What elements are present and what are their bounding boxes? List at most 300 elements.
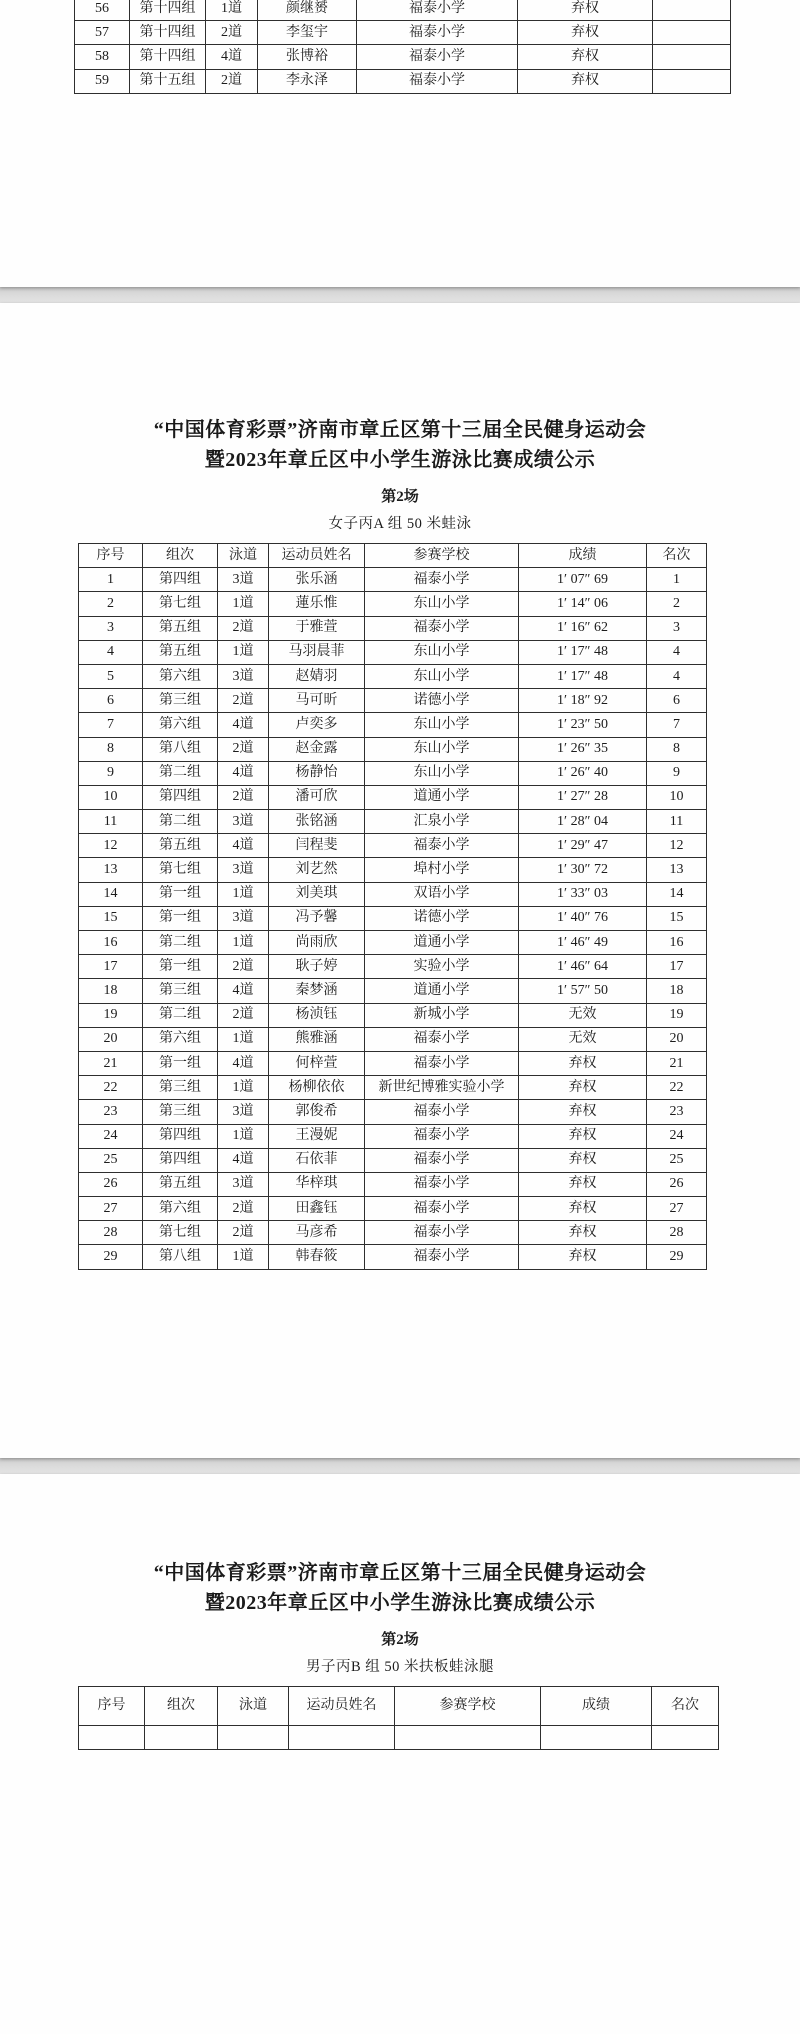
table-cell: 17 bbox=[79, 955, 143, 979]
table-cell: 第十四组 bbox=[130, 45, 206, 69]
table-row bbox=[79, 1197, 707, 1221]
table-cell: 11 bbox=[647, 810, 707, 834]
table-row bbox=[79, 1172, 707, 1196]
table-cell: 福泰小学 bbox=[357, 21, 518, 45]
table-cell: 1′ 30″ 72 bbox=[519, 858, 647, 882]
table-cell: 1′ 17″ 48 bbox=[519, 640, 647, 664]
table-cell: 1′ 29″ 47 bbox=[519, 834, 647, 858]
table-cell: 东山小学 bbox=[365, 713, 519, 737]
table-cell: 福泰小学 bbox=[365, 1051, 519, 1075]
column-header: 运动员姓名 bbox=[289, 1687, 395, 1726]
results-table-current bbox=[78, 543, 707, 1270]
table-cell: 20 bbox=[647, 1027, 707, 1051]
table-cell: 第十四组 bbox=[130, 0, 206, 21]
table-cell bbox=[145, 1726, 218, 1750]
table-cell: 第五组 bbox=[143, 1172, 218, 1196]
table-cell: 第一组 bbox=[143, 955, 218, 979]
table-cell: 闫程斐 bbox=[269, 834, 365, 858]
table-cell: 4道 bbox=[218, 979, 269, 1003]
column-header: 成绩 bbox=[541, 1687, 652, 1726]
table-cell: 1道 bbox=[218, 592, 269, 616]
column-header: 序号 bbox=[79, 544, 143, 568]
table-cell: 弃权 bbox=[518, 0, 653, 21]
table-cell: 张博裕 bbox=[258, 45, 357, 69]
table-cell: 第一组 bbox=[143, 1051, 218, 1075]
table-cell: 第一组 bbox=[143, 906, 218, 930]
table-cell: 28 bbox=[647, 1221, 707, 1245]
table-cell: 福泰小学 bbox=[357, 45, 518, 69]
table-cell: 1′ 28″ 04 bbox=[519, 810, 647, 834]
table-cell: 14 bbox=[647, 882, 707, 906]
table-row bbox=[79, 1148, 707, 1172]
table-cell: 第六组 bbox=[143, 1027, 218, 1051]
table-cell: 26 bbox=[79, 1172, 143, 1196]
table-cell: 3道 bbox=[218, 906, 269, 930]
table-cell: 第二组 bbox=[143, 1003, 218, 1027]
table-cell: 20 bbox=[79, 1027, 143, 1051]
table-cell: 1′ 26″ 35 bbox=[519, 737, 647, 761]
table-cell: 1′ 40″ 76 bbox=[519, 906, 647, 930]
table-cell: 第六组 bbox=[143, 664, 218, 688]
table-cell: 2道 bbox=[218, 737, 269, 761]
table-cell: 3道 bbox=[218, 810, 269, 834]
page-previous bbox=[0, 0, 800, 287]
table-cell bbox=[289, 1726, 395, 1750]
table-cell: 1道 bbox=[218, 640, 269, 664]
table-cell: 3 bbox=[79, 616, 143, 640]
column-header: 名次 bbox=[647, 544, 707, 568]
column-header: 运动员姓名 bbox=[269, 544, 365, 568]
table-cell: 29 bbox=[79, 1245, 143, 1269]
table-cell: 57 bbox=[75, 21, 130, 45]
table-cell: 29 bbox=[647, 1245, 707, 1269]
table-cell: 4道 bbox=[218, 1148, 269, 1172]
table-row bbox=[79, 1221, 707, 1245]
table-cell: 4道 bbox=[218, 761, 269, 785]
table-cell: 1道 bbox=[218, 1124, 269, 1148]
table-cell: 福泰小学 bbox=[365, 616, 519, 640]
table-cell: 19 bbox=[647, 1003, 707, 1027]
table-cell: 韩春筱 bbox=[269, 1245, 365, 1269]
table-cell: 2道 bbox=[218, 785, 269, 809]
table-cell: 石依菲 bbox=[269, 1148, 365, 1172]
table-cell bbox=[79, 1726, 145, 1750]
table-cell: 第六组 bbox=[143, 713, 218, 737]
table-cell: 东山小学 bbox=[365, 737, 519, 761]
table-cell: 第十五组 bbox=[130, 69, 206, 93]
table-row bbox=[79, 713, 707, 737]
table-cell: 11 bbox=[79, 810, 143, 834]
table-cell: 诺德小学 bbox=[365, 689, 519, 713]
table-cell: 福泰小学 bbox=[365, 1124, 519, 1148]
column-header: 参赛学校 bbox=[365, 544, 519, 568]
table-cell: 2 bbox=[79, 592, 143, 616]
table-cell: 8 bbox=[647, 737, 707, 761]
table-cell: 第二组 bbox=[143, 761, 218, 785]
table-row bbox=[79, 568, 707, 592]
table-cell: 24 bbox=[647, 1124, 707, 1148]
table-cell: 第八组 bbox=[143, 737, 218, 761]
table-cell: 福泰小学 bbox=[365, 1221, 519, 1245]
table-row bbox=[79, 1124, 707, 1148]
table-row bbox=[79, 1726, 719, 1750]
table-row bbox=[79, 1076, 707, 1100]
table-cell: 1 bbox=[79, 568, 143, 592]
table-cell: 第五组 bbox=[143, 834, 218, 858]
table-cell: 18 bbox=[647, 979, 707, 1003]
table-cell: 潘可欣 bbox=[269, 785, 365, 809]
table-row bbox=[79, 931, 707, 955]
table-cell: 8 bbox=[79, 737, 143, 761]
table-cell: 福泰小学 bbox=[365, 1172, 519, 1196]
table-row bbox=[79, 1003, 707, 1027]
table-cell: 李玺宇 bbox=[258, 21, 357, 45]
results-table-previous bbox=[74, 0, 731, 94]
table-cell: 弃权 bbox=[518, 45, 653, 69]
event-name: 女子丙A 组 50 米蛙泳 bbox=[328, 516, 472, 532]
table-cell: 1 bbox=[647, 568, 707, 592]
table-cell: 14 bbox=[79, 882, 143, 906]
table-cell: 22 bbox=[79, 1076, 143, 1100]
table-header-row bbox=[79, 1687, 719, 1726]
table-cell: 第五组 bbox=[143, 640, 218, 664]
table-cell: 弃权 bbox=[519, 1148, 647, 1172]
table-cell: 新世纪博雅实验小学 bbox=[365, 1076, 519, 1100]
table-cell: 赵金露 bbox=[269, 737, 365, 761]
table-cell: 1′ 14″ 06 bbox=[519, 592, 647, 616]
table-cell: 1′ 27″ 28 bbox=[519, 785, 647, 809]
table-cell: 刘美琪 bbox=[269, 882, 365, 906]
competition-title-line2: 暨2023年章丘区中小学生游泳比赛成绩公示 bbox=[204, 449, 596, 471]
column-header: 名次 bbox=[652, 1687, 719, 1726]
table-cell: 道通小学 bbox=[365, 785, 519, 809]
table-cell: 1道 bbox=[218, 931, 269, 955]
table-cell bbox=[653, 69, 731, 93]
table-cell: 7 bbox=[79, 713, 143, 737]
table-cell: 汇泉小学 bbox=[365, 810, 519, 834]
table-cell: 3道 bbox=[218, 568, 269, 592]
table-cell: 福泰小学 bbox=[365, 568, 519, 592]
competition-title-line1: “中国体育彩票”济南市章丘区第十三届全民健身运动会 bbox=[153, 419, 647, 441]
table-cell: 1′ 18″ 92 bbox=[519, 689, 647, 713]
table-cell: 弃权 bbox=[518, 21, 653, 45]
table-cell: 16 bbox=[647, 931, 707, 955]
table-cell: 27 bbox=[79, 1197, 143, 1221]
table-cell: 4道 bbox=[218, 834, 269, 858]
table-cell: 2道 bbox=[218, 1197, 269, 1221]
table-cell: 16 bbox=[79, 931, 143, 955]
table-cell: 18 bbox=[79, 979, 143, 1003]
table-row bbox=[79, 1051, 707, 1075]
table-cell: 弃权 bbox=[519, 1197, 647, 1221]
table-cell: 道通小学 bbox=[365, 931, 519, 955]
table-cell: 4 bbox=[647, 640, 707, 664]
table-cell bbox=[652, 1726, 719, 1750]
table-cell: 第三组 bbox=[143, 1076, 218, 1100]
table-cell: 杨柳依依 bbox=[269, 1076, 365, 1100]
table-cell: 秦梦涵 bbox=[269, 979, 365, 1003]
table-cell bbox=[653, 21, 731, 45]
table-cell: 埠村小学 bbox=[365, 858, 519, 882]
table-cell: 第四组 bbox=[143, 1148, 218, 1172]
table-row bbox=[79, 640, 707, 664]
table-cell: 1′ 17″ 48 bbox=[519, 664, 647, 688]
session-label: 第2场 bbox=[381, 489, 419, 505]
table-cell: 熊雅涵 bbox=[269, 1027, 365, 1051]
table-cell: 福泰小学 bbox=[365, 1027, 519, 1051]
table-cell: 28 bbox=[79, 1221, 143, 1245]
results-table-next bbox=[78, 1686, 719, 1750]
table-cell: 1′ 33″ 03 bbox=[519, 882, 647, 906]
table-cell: 于雅萱 bbox=[269, 616, 365, 640]
table-cell: 13 bbox=[79, 858, 143, 882]
table-cell: 耿子婷 bbox=[269, 955, 365, 979]
table-cell: 12 bbox=[79, 834, 143, 858]
table-row bbox=[79, 689, 707, 713]
table-cell: 1道 bbox=[218, 1076, 269, 1100]
table-cell: 4道 bbox=[206, 45, 258, 69]
page-next bbox=[0, 1474, 800, 2034]
table-cell: 3道 bbox=[218, 1100, 269, 1124]
table-cell: 第七组 bbox=[143, 592, 218, 616]
table-cell: 第五组 bbox=[143, 616, 218, 640]
table-cell: 马彦希 bbox=[269, 1221, 365, 1245]
table-cell: 第一组 bbox=[143, 882, 218, 906]
table-cell: 10 bbox=[79, 785, 143, 809]
table-cell bbox=[541, 1726, 652, 1750]
table-cell: 17 bbox=[647, 955, 707, 979]
table-cell: 第六组 bbox=[143, 1197, 218, 1221]
table-cell: 23 bbox=[79, 1100, 143, 1124]
table-cell: 诺德小学 bbox=[365, 906, 519, 930]
table-cell: 2 bbox=[647, 592, 707, 616]
table-cell: 李永泽 bbox=[258, 69, 357, 93]
table-row bbox=[79, 906, 707, 930]
table-cell: 华梓琪 bbox=[269, 1172, 365, 1196]
table-cell: 第二组 bbox=[143, 931, 218, 955]
table-row bbox=[79, 810, 707, 834]
table-row bbox=[79, 1027, 707, 1051]
table-cell: 5 bbox=[79, 664, 143, 688]
table-cell: 杨浈钰 bbox=[269, 1003, 365, 1027]
table-cell: 第三组 bbox=[143, 1100, 218, 1124]
table-cell: 1道 bbox=[206, 0, 258, 21]
table-cell: 福泰小学 bbox=[365, 1100, 519, 1124]
table-cell: 3道 bbox=[218, 1172, 269, 1196]
page-current bbox=[0, 303, 800, 1458]
table-row bbox=[79, 834, 707, 858]
table-cell: 第十四组 bbox=[130, 21, 206, 45]
table-cell: 何梓萱 bbox=[269, 1051, 365, 1075]
column-header: 组次 bbox=[145, 1687, 218, 1726]
table-cell: 4 bbox=[79, 640, 143, 664]
table-cell: 1道 bbox=[218, 1027, 269, 1051]
table-row bbox=[75, 0, 731, 21]
table-row bbox=[79, 785, 707, 809]
table-cell: 无效 bbox=[519, 1003, 647, 1027]
table-cell: 双语小学 bbox=[365, 882, 519, 906]
table-cell: 第八组 bbox=[143, 1245, 218, 1269]
table-cell: 3道 bbox=[218, 664, 269, 688]
competition-title-line1: “中国体育彩票”济南市章丘区第十三届全民健身运动会 bbox=[153, 1562, 647, 1584]
table-cell: 2道 bbox=[218, 689, 269, 713]
table-cell: 弃权 bbox=[519, 1076, 647, 1100]
table-cell: 东山小学 bbox=[365, 640, 519, 664]
table-cell: 新城小学 bbox=[365, 1003, 519, 1027]
table-cell: 9 bbox=[647, 761, 707, 785]
table-cell: 15 bbox=[79, 906, 143, 930]
table-cell: 21 bbox=[79, 1051, 143, 1075]
table-cell: 实验小学 bbox=[365, 955, 519, 979]
table-cell bbox=[653, 0, 731, 21]
table-cell: 第三组 bbox=[143, 979, 218, 1003]
table-cell: 10 bbox=[647, 785, 707, 809]
table-row bbox=[79, 1100, 707, 1124]
table-cell: 福泰小学 bbox=[365, 1197, 519, 1221]
table-cell: 1′ 57″ 50 bbox=[519, 979, 647, 1003]
table-cell: 福泰小学 bbox=[365, 1245, 519, 1269]
table-cell: 张铭涵 bbox=[269, 810, 365, 834]
table-cell: 4 bbox=[647, 664, 707, 688]
event-name: 男子丙B 组 50 米扶板蛙泳腿 bbox=[305, 1659, 495, 1675]
table-cell: 26 bbox=[647, 1172, 707, 1196]
table-row bbox=[75, 45, 731, 69]
table-cell: 福泰小学 bbox=[357, 69, 518, 93]
table-cell: 东山小学 bbox=[365, 761, 519, 785]
table-cell: 3 bbox=[647, 616, 707, 640]
table-row bbox=[79, 761, 707, 785]
table-cell: 9 bbox=[79, 761, 143, 785]
table-cell: 27 bbox=[647, 1197, 707, 1221]
table-cell: 2道 bbox=[218, 1003, 269, 1027]
table-cell: 59 bbox=[75, 69, 130, 93]
table-cell: 福泰小学 bbox=[365, 834, 519, 858]
table-cell: 弃权 bbox=[519, 1172, 647, 1196]
table-cell bbox=[218, 1726, 289, 1750]
table-cell: 弃权 bbox=[519, 1100, 647, 1124]
table-cell: 2道 bbox=[218, 616, 269, 640]
table-cell: 7 bbox=[647, 713, 707, 737]
table-cell: 东山小学 bbox=[365, 664, 519, 688]
table-cell: 4道 bbox=[218, 713, 269, 737]
table-row bbox=[79, 664, 707, 688]
column-header: 组次 bbox=[143, 544, 218, 568]
table-row bbox=[79, 592, 707, 616]
table-cell: 福泰小学 bbox=[365, 1148, 519, 1172]
table-cell: 2道 bbox=[218, 1221, 269, 1245]
table-cell: 第三组 bbox=[143, 689, 218, 713]
column-header: 参赛学校 bbox=[395, 1687, 541, 1726]
table-header-row bbox=[79, 544, 707, 568]
table-cell: 1′ 16″ 62 bbox=[519, 616, 647, 640]
table-cell: 冯予馨 bbox=[269, 906, 365, 930]
table-cell: 2道 bbox=[206, 21, 258, 45]
table-cell: 6 bbox=[647, 689, 707, 713]
table-cell: 无效 bbox=[519, 1027, 647, 1051]
table-cell: 21 bbox=[647, 1051, 707, 1075]
table-cell: 22 bbox=[647, 1076, 707, 1100]
table-cell: 第四组 bbox=[143, 1124, 218, 1148]
table-row bbox=[79, 882, 707, 906]
table-cell: 刘艺然 bbox=[269, 858, 365, 882]
table-cell: 尚雨欣 bbox=[269, 931, 365, 955]
table-cell: 蓮乐惟 bbox=[269, 592, 365, 616]
table-cell: 第四组 bbox=[143, 568, 218, 592]
table-cell: 弃权 bbox=[519, 1124, 647, 1148]
table-row bbox=[75, 21, 731, 45]
table-cell: 马羽晨菲 bbox=[269, 640, 365, 664]
table-cell: 第四组 bbox=[143, 785, 218, 809]
table-cell: 2道 bbox=[218, 955, 269, 979]
page-separator bbox=[0, 1458, 800, 1474]
table-cell: 弃权 bbox=[519, 1221, 647, 1245]
page-separator bbox=[0, 287, 800, 303]
table-cell: 郭俊希 bbox=[269, 1100, 365, 1124]
table-row bbox=[79, 979, 707, 1003]
table-cell: 弃权 bbox=[518, 69, 653, 93]
table-cell: 赵婧羽 bbox=[269, 664, 365, 688]
table-cell: 颜继赟 bbox=[258, 0, 357, 21]
table-cell: 23 bbox=[647, 1100, 707, 1124]
column-header: 泳道 bbox=[218, 1687, 289, 1726]
table-cell bbox=[653, 45, 731, 69]
table-cell: 1′ 46″ 49 bbox=[519, 931, 647, 955]
table-cell: 56 bbox=[75, 0, 130, 21]
table-cell: 王漫妮 bbox=[269, 1124, 365, 1148]
table-cell: 弃权 bbox=[519, 1245, 647, 1269]
table-cell: 张乐涵 bbox=[269, 568, 365, 592]
table-cell bbox=[395, 1726, 541, 1750]
table-cell: 24 bbox=[79, 1124, 143, 1148]
table-cell: 杨静怡 bbox=[269, 761, 365, 785]
table-cell: 13 bbox=[647, 858, 707, 882]
table-row bbox=[79, 737, 707, 761]
column-header: 成绩 bbox=[519, 544, 647, 568]
table-cell: 马可昕 bbox=[269, 689, 365, 713]
table-cell: 25 bbox=[79, 1148, 143, 1172]
table-cell: 4道 bbox=[218, 1051, 269, 1075]
column-header: 泳道 bbox=[218, 544, 269, 568]
table-row bbox=[79, 616, 707, 640]
table-cell: 1道 bbox=[218, 1245, 269, 1269]
table-cell: 第二组 bbox=[143, 810, 218, 834]
table-cell: 卢奕多 bbox=[269, 713, 365, 737]
table-cell: 19 bbox=[79, 1003, 143, 1027]
table-row bbox=[79, 1245, 707, 1269]
table-cell: 道通小学 bbox=[365, 979, 519, 1003]
table-cell: 福泰小学 bbox=[357, 0, 518, 21]
table-cell: 东山小学 bbox=[365, 592, 519, 616]
table-cell: 1道 bbox=[218, 882, 269, 906]
table-cell: 田鑫钰 bbox=[269, 1197, 365, 1221]
table-cell: 弃权 bbox=[519, 1051, 647, 1075]
column-header: 序号 bbox=[79, 1687, 145, 1726]
table-cell: 1′ 26″ 40 bbox=[519, 761, 647, 785]
table-cell: 2道 bbox=[206, 69, 258, 93]
table-cell: 第七组 bbox=[143, 1221, 218, 1245]
table-cell: 12 bbox=[647, 834, 707, 858]
table-cell: 3道 bbox=[218, 858, 269, 882]
table-cell: 15 bbox=[647, 906, 707, 930]
table-cell: 1′ 23″ 50 bbox=[519, 713, 647, 737]
session-label: 第2场 bbox=[381, 1632, 419, 1648]
table-row bbox=[79, 858, 707, 882]
table-cell: 58 bbox=[75, 45, 130, 69]
table-row bbox=[79, 955, 707, 979]
table-cell: 1′ 07″ 69 bbox=[519, 568, 647, 592]
competition-title-line2: 暨2023年章丘区中小学生游泳比赛成绩公示 bbox=[204, 1592, 596, 1614]
table-cell: 25 bbox=[647, 1148, 707, 1172]
